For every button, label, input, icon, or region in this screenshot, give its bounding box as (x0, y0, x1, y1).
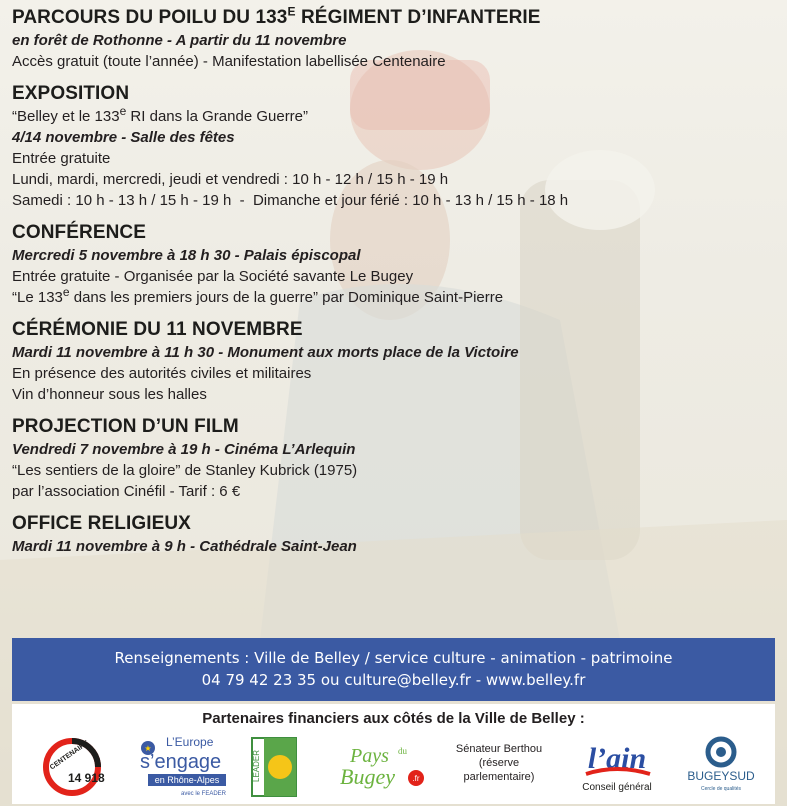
section-office (12, 512, 772, 557)
bugeysud-icon (676, 734, 766, 800)
section-projection (12, 415, 772, 502)
bugeysud-sub: Cercle de qualités (700, 786, 742, 792)
section-heading: OFFICE RELIGIEUX (12, 513, 191, 534)
pays-du-bugey-icon (330, 734, 430, 800)
contact-line: 04 79 42 23 35 ou culture@belley.fr - www.belley.fr (201, 671, 586, 689)
section-subtitle: 4/14 novembre - Salle des fêtes (12, 129, 235, 146)
section-conference (12, 221, 772, 308)
section-heading (12, 6, 772, 30)
conference-title-end: dans les premiers jours de la guerre” par Dominique Saint-Pierre (69, 289, 504, 306)
ain-label: l’ain (587, 742, 647, 775)
heading-sup: E (287, 4, 296, 19)
info-bar (12, 638, 775, 701)
europe-line4: avec le FEADER (180, 791, 226, 797)
section-line: Entrée gratuite (12, 150, 111, 167)
leader-label: LEADER (252, 749, 261, 782)
heading-text-end: RÉGIMENT D’INFANTERIE (295, 7, 541, 28)
europe-line1: L’Europe (166, 735, 214, 749)
centenaire-label: CENTENAIRE (48, 739, 91, 772)
europe-logo (128, 734, 228, 800)
section-heading: CONFÉRENCE (12, 222, 147, 243)
centenaire-icon (40, 734, 110, 800)
senateur-credit (444, 742, 554, 784)
partners-panel (12, 704, 775, 804)
section-subtitle: en forêt de Rothonne - A partir du 11 novembre (12, 32, 347, 49)
ain-sub: Conseil général (582, 782, 652, 793)
pays-du-bugey-logo (330, 734, 430, 800)
ain-icon (572, 734, 662, 800)
exhibition-title-sup: e (119, 104, 127, 118)
conference-title (12, 287, 772, 308)
europe-stars-icon (128, 734, 228, 800)
section-line: Vin d’honneur sous les halles (12, 386, 207, 403)
section-line: Samedi : 10 h - 13 h / 15 h - 19 h - Dimanche et jour férié : 10 h - 13 h / 15 h - 18 h (12, 192, 569, 209)
section-line: Accès gratuit (toute l’année) - Manifestation labellisée Centenaire (12, 53, 446, 70)
senateur-line: Sénateur Berthou (455, 743, 543, 755)
event-program (12, 6, 772, 567)
europe-line2: s’engage (140, 751, 222, 773)
conference-title-text: “Le 133 (12, 289, 63, 306)
pays-line1: Pays (350, 745, 389, 767)
exhibition-title (12, 106, 772, 127)
section-line: par l’association Cinéfil - Tarif : 6 € (12, 483, 241, 500)
senateur-line: (réserve (478, 757, 520, 769)
exhibition-title-end: RI dans la Grande Guerre” (126, 108, 309, 125)
leader-icon (250, 734, 300, 800)
conference-title-sup: e (62, 285, 70, 299)
section-line: Lundi, mardi, mercredi, jeudi et vendredi : 10 h - 12 h / 15 h - 19 h (12, 171, 449, 188)
section-subtitle: Mercredi 5 novembre à 18 h 30 - Palais épiscopal (12, 247, 361, 264)
partner-logos (12, 734, 775, 800)
section-heading: EXPOSITION (12, 83, 130, 104)
section-ceremonie (12, 318, 772, 405)
conseil-general-ain-logo (572, 734, 662, 800)
section-subtitle: Mardi 11 novembre à 11 h 30 - Monument aux morts place de la Victoire (12, 344, 519, 361)
section-line: “Les sentiers de la gloire” de Stanley Kubrick (1975) (12, 462, 358, 479)
section-parcours (12, 6, 772, 72)
section-line: Entrée gratuite - Organisée par la Société savante Le Bugey (12, 268, 414, 285)
section-subtitle: Mardi 11 novembre à 9 h - Cathédrale Saint-Jean (12, 538, 357, 555)
bugeysud-logo (676, 734, 766, 800)
section-heading: CÉRÉMONIE DU 11 NOVEMBRE (12, 319, 303, 340)
info-line: Renseignements : Ville de Belley / service culture - animation - patrimoine (114, 649, 673, 667)
svg-text:★: ★ (144, 744, 152, 753)
heading-text: PARCOURS DU POILU DU 133 (12, 7, 288, 28)
europe-line3: en Rhône-Alpes (154, 775, 220, 785)
pays-line2: du (398, 746, 407, 756)
leader-logo (250, 734, 300, 800)
senateur-line: parlementaire) (463, 771, 535, 783)
partners-title: Partenaires financiers aux côtés de la Ville de Belley : (202, 710, 585, 727)
section-exposition (12, 82, 772, 211)
centenaire-years: 14 918 (68, 771, 105, 785)
section-subtitle: Vendredi 7 novembre à 19 h - Cinéma L’Arlequin (12, 441, 356, 458)
bugeysud-label: BUGEYSUD (687, 769, 755, 783)
section-heading: PROJECTION D’UN FILM (12, 416, 239, 437)
pays-line3: Bugey (340, 764, 395, 789)
centenaire-logo (40, 734, 110, 800)
section-line: En présence des autorités civiles et militaires (12, 365, 312, 382)
pays-line4: .fr (412, 774, 420, 783)
exhibition-title-text: “Belley et le 133 (12, 108, 120, 125)
